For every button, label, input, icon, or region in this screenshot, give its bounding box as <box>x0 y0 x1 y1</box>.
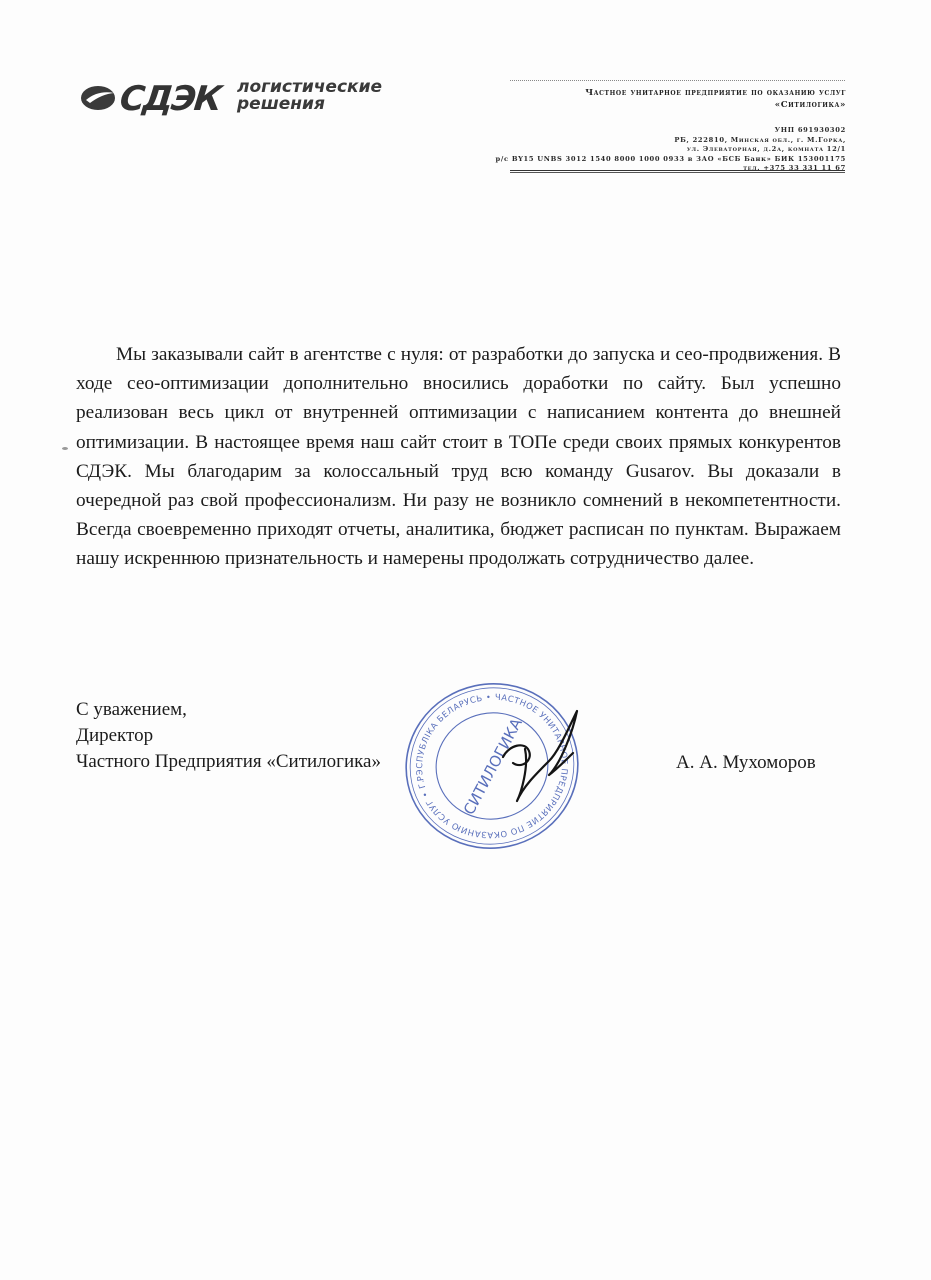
letterhead-bank-account: р/с BY15 UNBS 3012 1540 8000 1000 0933 в ЗАО «БСБ Банк» БИК 153001175 <box>495 154 846 163</box>
closing-organization: Частного Предприятия «Ситилогика» <box>76 751 381 772</box>
handwritten-signature <box>495 705 585 805</box>
stamp-ring-text: РЭСПУБЛІКА БЕЛАРУСЬ • ЧАСТНОЕ УНИТАРНОЕ ПРЕДПРИЯТИЕ ПО ОКАЗАНИЮ УСЛУГ • Г. <box>414 691 570 841</box>
logo-tagline: логистические решения <box>237 77 383 114</box>
letterhead-address-line1: РБ, 222810, Минская обл., г. М.Горка, <box>674 135 846 144</box>
closing-greeting: С уважением, <box>76 699 187 720</box>
letter-closing <box>76 697 436 775</box>
letterhead-bottom-rule <box>510 170 845 171</box>
letterhead-org-quoted-name: «Ситилогика» <box>774 100 846 110</box>
letterhead-bottom-rule-secondary <box>510 172 845 173</box>
signer-name: А. А. Мухоморов <box>676 752 816 773</box>
letterhead-unp: УНП 691930302 <box>774 126 846 134</box>
letterhead-phone: тел. +375 33 331 11 67 <box>743 164 846 173</box>
letterhead-address-line2: ул. Элеваторная, д.2а, комната 12/1 <box>686 145 846 154</box>
closing-position: Директор <box>76 725 154 746</box>
letterhead-org-name: Частное унитарное предприятие по оказанию услуг <box>585 88 846 98</box>
scan-speck <box>62 447 68 450</box>
letterhead-organization <box>470 87 846 111</box>
letter-body: Мы заказывали сайт в агентстве с нуля: от разработки до запуска и сео-продвижения. В ходе сео-оптимизации дополнительно вносились доработки по сайту. Был успешно реализован весь цикл от внутренней оптимизации с написанием контента до внешней оптимизации. В настоящее время наш сайт стоит в ТОПе среди своих прямых конкурентов СДЭК. Мы благодарим за колоссальный труд всю команду Gusarov. Вы доказали в очередной раз свой профессионализм. Ни разу не возникло сомнений в некомпетентности. Всегда своевременно приходят отчеты, аналитика, бюджет расписан по пунктам. Выражаем нашу искреннюю признательность и намерены продолжать сотрудничество далее. <box>76 344 841 570</box>
stamp-center-text: СИТИЛОГИКА <box>459 715 526 818</box>
letterhead-top-rule <box>510 80 845 81</box>
logo-swoosh-icon <box>80 84 120 112</box>
letterhead-details <box>430 126 846 174</box>
logo-brand-text: СДЭК <box>117 79 223 119</box>
company-logo <box>80 78 390 120</box>
